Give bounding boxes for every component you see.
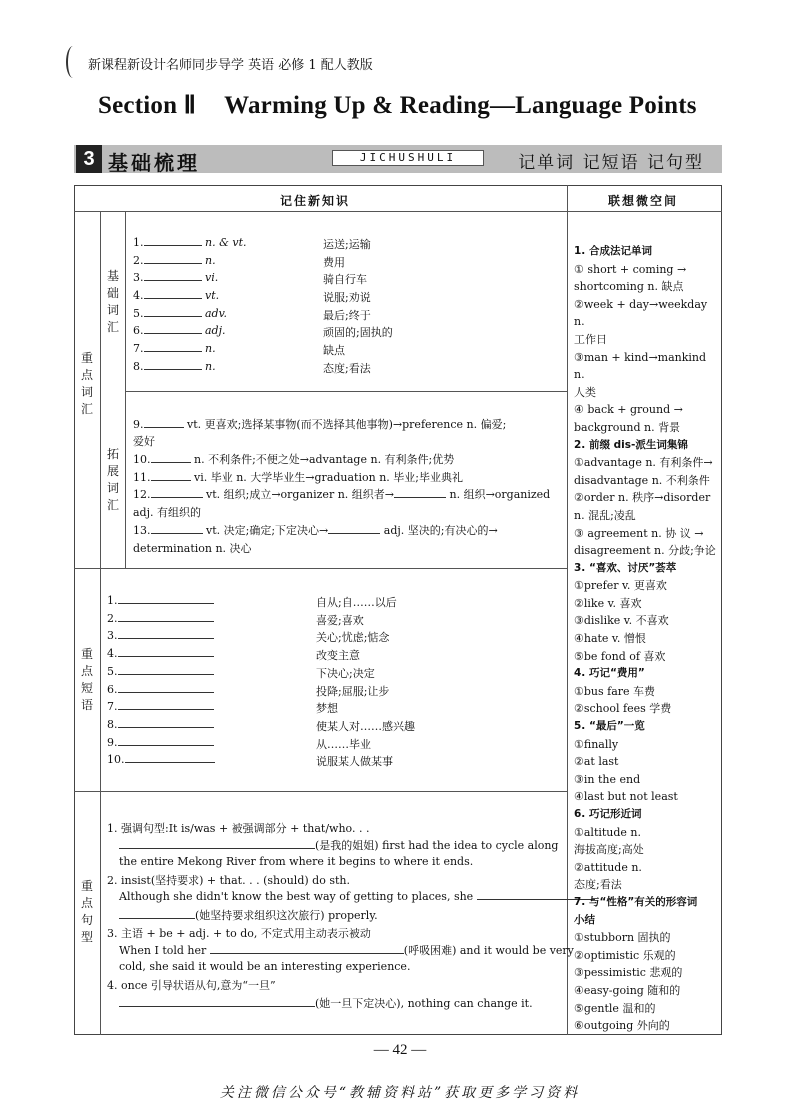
side-note-line: ③in the end bbox=[574, 772, 641, 786]
ext-item-11: 11. vi. 毕业 n. 大学毕业生→graduation n. 毕业;毕业典礼 bbox=[133, 471, 463, 484]
side-note-line: ③ agreement n. 协 议 → bbox=[574, 526, 704, 540]
footer-note: 关注微信公众号“教辅资料站”获取更多学习资料 bbox=[219, 1085, 581, 1101]
basic-item-1: 1. n. & vt. bbox=[133, 236, 247, 249]
sentence-3-rule: 3. 主语 + be + adj. + to do, 不定式用主动表示被动 bbox=[107, 927, 371, 940]
side-note-heading: 5. “最后”一览 bbox=[574, 720, 645, 733]
divider bbox=[125, 391, 567, 392]
sentence-1-cont: the entire Mekong River from where it begins to where it ends. bbox=[119, 855, 474, 868]
side-note-heading: 4. 巧记“费用” bbox=[574, 667, 645, 680]
side-note-line: 人类 bbox=[574, 385, 596, 399]
phrase-item-8: 8. bbox=[107, 718, 214, 731]
side-note-line: disagreement n. 分歧;争论 bbox=[574, 544, 716, 558]
page-number: — 42 — bbox=[373, 1042, 427, 1058]
basic-item-4: 4. vt. bbox=[133, 289, 220, 302]
phrase-item-6: 6. bbox=[107, 683, 214, 696]
basic-meaning-4: 说服;劝说 bbox=[323, 291, 371, 304]
label-key-vocab: 重点词汇 bbox=[80, 351, 93, 416]
side-note-line: ④hate v. 憎恨 bbox=[574, 632, 646, 646]
running-header: 新课程新设计名师同步导学 英语 必修 1 配人教版 bbox=[88, 58, 373, 73]
ext-item-9: 9. vt. 更喜欢;选择某事物(而不选择其他事物)→preference n. 偏爱; bbox=[133, 418, 507, 431]
side-note-line: ①stubborn 固执的 bbox=[574, 931, 671, 945]
ext-item-9-cont: 爱好 bbox=[133, 435, 155, 448]
banner-subtitle: 记单词 记短语 记句型 bbox=[518, 153, 704, 173]
basic-item-2: 2. n. bbox=[133, 254, 216, 267]
banner-number: 3 bbox=[76, 145, 102, 173]
side-note-heading: 小结 bbox=[574, 913, 595, 926]
phrase-item-3: 3. bbox=[107, 629, 214, 642]
phrase-item-1: 1. bbox=[107, 594, 214, 607]
side-note-line: disadvantage n. 不利条件 bbox=[574, 473, 710, 487]
basic-meaning-2: 费用 bbox=[323, 256, 345, 269]
side-note-line: shortcoming n. 缺点 bbox=[574, 280, 684, 294]
divider bbox=[74, 791, 567, 792]
side-note-line: ④last but not least bbox=[574, 790, 678, 804]
side-note-heading: 3. “喜欢、讨厌”荟萃 bbox=[574, 561, 677, 574]
ext-item-13: 13. vt. 决定;确定;下定决心→ adj. 坚决的;有决心的→ bbox=[133, 524, 498, 537]
sentence-3-cont: cold, she said it would be an interesting experience. bbox=[119, 960, 411, 973]
side-note-line: ①advantage n. 有利条件→ bbox=[574, 456, 713, 470]
basic-meaning-1: 运送;运输 bbox=[323, 238, 371, 251]
sentence-1-rule: 1. 强调句型:It is/was + 被强调部分 + that/who. . . bbox=[107, 822, 370, 835]
basic-meaning-3: 骑自行车 bbox=[323, 273, 367, 286]
phrase-meaning-1: 自从;自……以后 bbox=[316, 596, 397, 609]
title-section: Section Ⅱ bbox=[98, 92, 197, 119]
ext-item-12: 12. vt. 组织;成立→organizer n. 组织者→ n. 组织→organized bbox=[133, 488, 551, 501]
title-topic: Warming Up & Reading—Language Points bbox=[224, 92, 697, 119]
sentence-3-example: When I told her (呼吸困难) and it would be very bbox=[119, 944, 574, 957]
side-note-line: ⑤be fond of 喜欢 bbox=[574, 649, 666, 663]
side-note-line: 海拔高度;高处 bbox=[574, 843, 644, 857]
basic-meaning-6: 顽固的;固执的 bbox=[323, 326, 393, 339]
side-notes bbox=[574, 243, 716, 1035]
column-header-main: 记住新知识 bbox=[280, 194, 351, 208]
side-note-line: ① short + coming → bbox=[574, 262, 687, 276]
phrase-item-5: 5. bbox=[107, 665, 214, 678]
side-note-line: ②attitude n. bbox=[574, 860, 642, 874]
phrase-meaning-5: 下决心;决定 bbox=[316, 667, 375, 680]
side-note-line: ②school fees 学费 bbox=[574, 702, 672, 716]
phrase-item-7: 7. bbox=[107, 700, 214, 713]
side-note-heading: 1. 合成法记单词 bbox=[574, 245, 652, 257]
ext-item-10: 10. n. 不利条件;不便之处→advantage n. 有利条件;优势 bbox=[133, 453, 455, 466]
label-basic-vocab: 基础词汇 bbox=[106, 269, 119, 334]
phrase-meaning-3: 关心;忧虑;惦念 bbox=[316, 631, 390, 644]
sentence-1-blank: (是我的姐姐) first had the idea to cycle along bbox=[119, 837, 558, 853]
label-extended-vocab: 拓展词汇 bbox=[106, 447, 119, 512]
divider bbox=[74, 211, 722, 212]
header-ornament bbox=[66, 46, 80, 78]
phrase-item-4: 4. bbox=[107, 647, 214, 660]
basic-item-8: 8. n. bbox=[133, 360, 216, 373]
sentence-2-example: Although she didn't know the best way of getting to places, she bbox=[119, 890, 595, 903]
phrase-meaning-6: 投降;屈服;让步 bbox=[316, 685, 390, 698]
side-note-heading: 6. 巧记形近词 bbox=[574, 808, 642, 820]
phrase-meaning-2: 喜爱;喜欢 bbox=[316, 614, 364, 627]
side-note-line: 工作日 bbox=[574, 332, 607, 346]
sentence-4-blank: (她一旦下定决心), nothing can change it. bbox=[119, 995, 533, 1011]
phrase-item-2: 2. bbox=[107, 612, 214, 625]
side-note-line: ③man + kind→mankind n. bbox=[574, 350, 707, 382]
phrase-meaning-9: 从……毕业 bbox=[316, 738, 371, 751]
side-note-line: ②optimistic 乐观的 bbox=[574, 948, 676, 962]
phrase-item-9: 9. bbox=[107, 736, 214, 749]
ext-item-13-cont: determination n. 决心 bbox=[133, 542, 252, 555]
ext-item-12-cont: adj. 有组织的 bbox=[133, 506, 202, 519]
divider bbox=[567, 185, 568, 1035]
phrase-meaning-4: 改变主意 bbox=[316, 649, 360, 662]
basic-item-7: 7. n. bbox=[133, 342, 216, 355]
phrase-item-10: 10. bbox=[107, 753, 215, 766]
side-note-line: ④easy-going 随和的 bbox=[574, 983, 681, 997]
banner-title: 基础梳理 bbox=[108, 151, 200, 175]
basic-item-6: 6. adj. bbox=[133, 324, 226, 337]
sentence-4-rule: 4. once 引导状语从句,意为“一旦” bbox=[107, 979, 276, 992]
side-note-line: ②order n. 秩序→disorder bbox=[574, 491, 711, 505]
banner-pinyin: JICHUSHULI bbox=[332, 150, 484, 166]
side-note-line: ②like v. 喜欢 bbox=[574, 596, 642, 610]
basic-meaning-8: 态度;看法 bbox=[323, 362, 371, 375]
side-note-heading: 2. 前缀 dis-派生词集锦 bbox=[574, 438, 688, 451]
side-note-line: ①bus fare 车费 bbox=[574, 684, 656, 698]
basic-meaning-5: 最后;终于 bbox=[323, 309, 371, 322]
side-note-line: 态度;看法 bbox=[574, 878, 622, 892]
side-note-line: ④ back + ground → bbox=[574, 403, 683, 417]
phrase-meaning-10: 说服某人做某事 bbox=[316, 755, 393, 768]
basic-item-5: 5. adv. bbox=[133, 307, 228, 320]
side-note-line: ②week + day→weekday n. bbox=[574, 297, 708, 329]
sentence-2-blank: (她坚持要求组织这次旅行) properly. bbox=[119, 907, 378, 923]
page-title bbox=[98, 90, 697, 120]
phrase-meaning-7: 梦想 bbox=[316, 702, 338, 715]
divider bbox=[125, 211, 126, 568]
side-note-line: ⑥outgoing 外向的 bbox=[574, 1019, 670, 1033]
side-note-line: background n. 背景 bbox=[574, 420, 681, 434]
phrase-meaning-8: 使某人对……感兴趣 bbox=[316, 720, 415, 733]
side-note-line: ③pessimistic 悲观的 bbox=[574, 966, 683, 980]
label-key-phrases: 重点短语 bbox=[80, 647, 93, 712]
side-note-line: ⑤gentle 温和的 bbox=[574, 1001, 656, 1015]
side-note-heading: 7. 与“性格”有关的形容词 bbox=[574, 895, 698, 908]
basic-meaning-7: 缺点 bbox=[323, 344, 345, 357]
basic-item-3: 3. vi. bbox=[133, 271, 219, 284]
section-banner bbox=[74, 145, 722, 173]
side-note-line: n. 混乱;凌乱 bbox=[574, 508, 636, 522]
divider bbox=[100, 211, 101, 1035]
sentence-2-rule: 2. insist(坚持要求) + that. . . (should) do sth. bbox=[107, 874, 350, 887]
side-note-line: ③dislike v. 不喜欢 bbox=[574, 614, 669, 628]
column-header-side: 联想微空间 bbox=[608, 194, 679, 208]
side-note-line: ①prefer v. 更喜欢 bbox=[574, 579, 667, 593]
label-key-sentences: 重点句型 bbox=[80, 879, 93, 944]
divider bbox=[74, 568, 567, 569]
side-note-line: ①finally bbox=[574, 737, 619, 751]
side-note-line: ①altitude n. bbox=[574, 825, 642, 839]
side-note-line: ②at last bbox=[574, 755, 619, 769]
